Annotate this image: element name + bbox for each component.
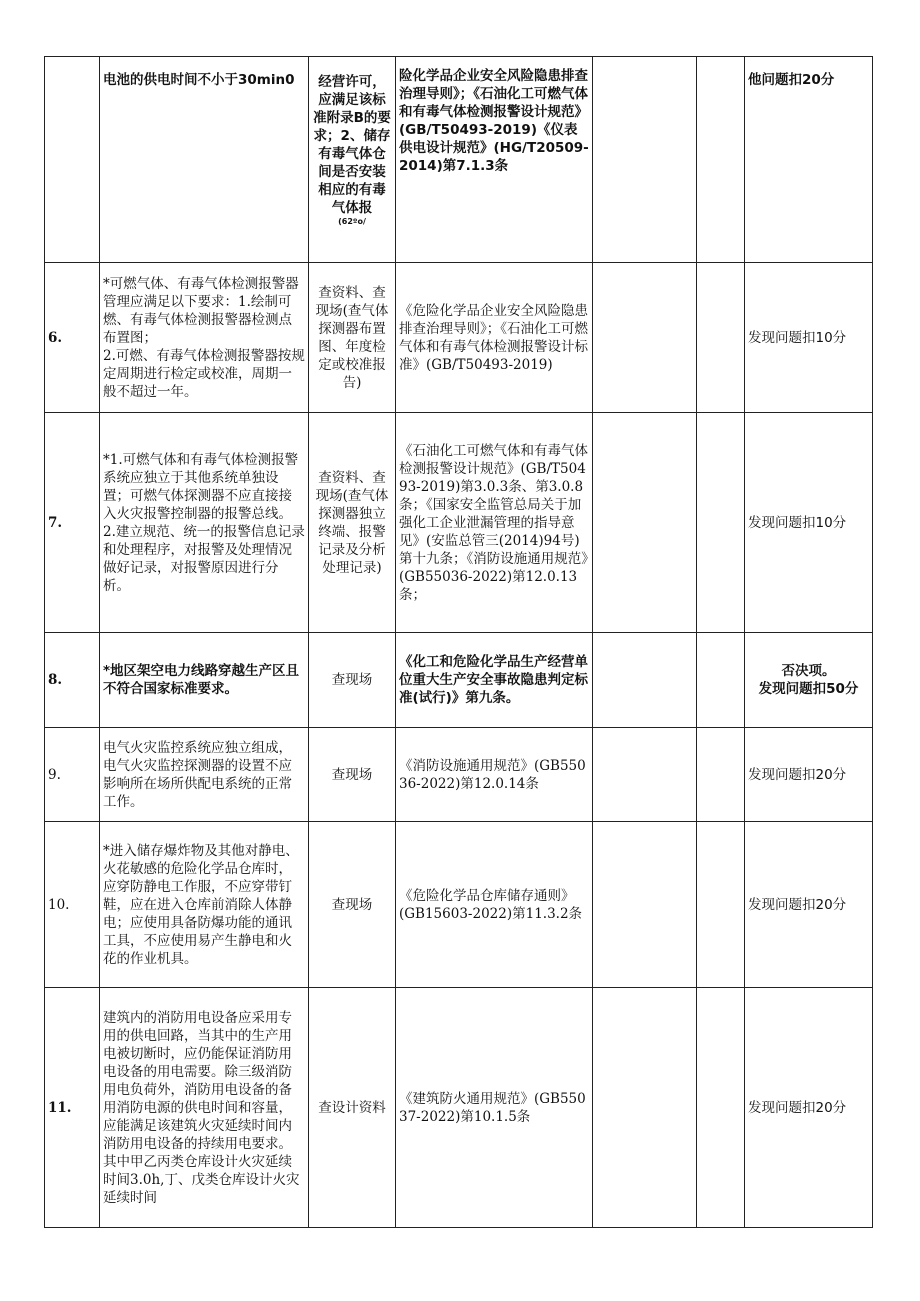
check-method: 查设计资料 <box>309 988 396 1228</box>
check-content-part: *可燃气体、有毒气体检测报警器管理应满足以下要求：1.绘制可燃、有毒气体检测报警器检测点布置图； <box>103 275 299 346</box>
row-number: 9. <box>45 728 100 822</box>
table-row <box>45 413 873 633</box>
blank-cell <box>697 988 745 1228</box>
check-content-part: 2.可燃、有毒气体检测报警器按规定周期进行检定或校准，周期一般不超过一年。 <box>103 347 305 400</box>
check-basis: 《建筑防火通用规范》(GB55037-2022)第10.1.5条 <box>396 988 593 1228</box>
veto-label: 否决项。 <box>781 663 836 679</box>
check-method: 查现场 <box>309 822 396 988</box>
check-method-text: 经营许可，应满足该标准附录B的要求；2、储存有毒气体仓间是否安装相应的有毒气体报 <box>313 74 391 216</box>
table-row <box>45 988 873 1228</box>
table-row <box>45 822 873 988</box>
check-basis: 险化学品企业安全风险隐患排查治理导则》；《石油化工可燃气体和有毒气体检测报警设计规范》(GB/T50493-2019)《仪表供电设计规范》(HG/T20509-2014)第7.1.3条 <box>396 57 593 263</box>
blank-cell <box>697 728 745 822</box>
check-basis: 《危险化学品企业安全风险隐患排查治理导则》；《石油化工可燃气体和有毒气体检测报警设计标准》(GB/T50493-2019) <box>396 263 593 413</box>
check-method-note: (62ºo/ <box>338 217 366 226</box>
row-number: 10. <box>45 822 100 988</box>
blank-cell <box>593 728 697 822</box>
check-content: 电气火灾监控系统应独立组成，电气火灾监控探测器的设置不应影响所在场所供配电系统的正常工作。 <box>100 728 309 822</box>
check-content-part: *1.可燃气体和有毒气体检测报警系统应独立于其他系统单独设置；可燃气体探测器不应直接接入火灾报警控制器的报警总线。 <box>103 451 299 522</box>
deduction-label: 发现问题扣50分 <box>758 681 859 697</box>
blank-cell <box>593 988 697 1228</box>
deduction-rule: 发现问题扣20分 <box>745 988 873 1228</box>
check-method: 查现场 <box>309 728 396 822</box>
check-content: *地区架空电力线路穿越生产区且不符合国家标准要求。 <box>100 633 309 728</box>
check-content <box>100 263 309 413</box>
check-method: 查现场 <box>309 633 396 728</box>
check-method: 查资料、查现场(查气体探测器独立终端、报警记录及分析处理记录) <box>309 413 396 633</box>
deduction-rule: 发现问题扣10分 <box>745 413 873 633</box>
check-basis: 《消防设施通用规范》(GB55036-2022)第12.0.14条 <box>396 728 593 822</box>
row-number <box>45 57 100 263</box>
check-content: 建筑内的消防用电设备应采用专用的供电回路，当其中的生产用电被切断时，应仍能保证消防用电设备的用电需要。除三级消防用电负荷外，消防用电设备的备用消防电源的供电时间和容量，应能满足该建筑火灾延续时间内消防用电设备的持续用电要求。其中甲乙丙类仓库设计火灾延续时间3.0h,丁、戊类仓库设计火灾延续时间 <box>100 988 309 1228</box>
blank-cell <box>593 57 697 263</box>
blank-cell <box>593 633 697 728</box>
deduction-rule: 发现问题扣10分 <box>745 263 873 413</box>
blank-cell <box>697 413 745 633</box>
check-basis: 《石油化工可燃气体和有毒气体检测报警设计规范》(GB/T50493-2019)第3.0.3条、第3.0.8条；《国家安全监管总局关于加强化工企业泄漏管理的指导意见》(安监总管三(2014)94号)第十九条；《消防设施通用规范》(GB55036-2022)第12.0.13条； <box>396 413 593 633</box>
row-number: 8. <box>45 633 100 728</box>
check-content: 电池的供电时间不小于30min0 <box>100 57 309 263</box>
blank-cell <box>593 263 697 413</box>
row-number: 6. <box>45 263 100 413</box>
deduction-rule: 发现问题扣20分 <box>745 822 873 988</box>
table-row <box>45 633 873 728</box>
check-basis: 《危险化学品仓库储存通则》(GB15603-2022)第11.3.2条 <box>396 822 593 988</box>
table-row <box>45 57 873 263</box>
blank-cell <box>697 57 745 263</box>
row-number: 7. <box>45 413 100 633</box>
table-row <box>45 728 873 822</box>
blank-cell <box>697 822 745 988</box>
deduction-rule <box>745 633 873 728</box>
check-method: 查资料、查现场(查气体探测器布置图、年度检定或校准报告) <box>309 263 396 413</box>
inspection-table <box>44 56 873 1228</box>
blank-cell <box>697 263 745 413</box>
blank-cell <box>593 413 697 633</box>
deduction-rule: 发现问题扣20分 <box>745 728 873 822</box>
table-row <box>45 263 873 413</box>
row-number: 11. <box>45 988 100 1228</box>
check-method <box>309 57 396 263</box>
deduction-rule: 他问题扣20分 <box>745 57 873 263</box>
blank-cell <box>593 822 697 988</box>
check-content: *进入储存爆炸物及其他对静电、火花敏感的危险化学品仓库时，应穿防静电工作服，不应穿带钉鞋，应在进入仓库前消除人体静电；应使用具备防爆功能的通讯工具，不应使用易产生静电和火花的作业机具。 <box>100 822 309 988</box>
check-basis: 《化工和危险化学品生产经营单位重大生产安全事故隐患判定标准(试行)》第九条。 <box>396 633 593 728</box>
blank-cell <box>697 633 745 728</box>
check-content-part: 2.建立规范、统一的报警信息记录和处理程序，对报警及处理情况做好记录，对报警原因进行分析。 <box>103 523 305 594</box>
check-content <box>100 413 309 633</box>
